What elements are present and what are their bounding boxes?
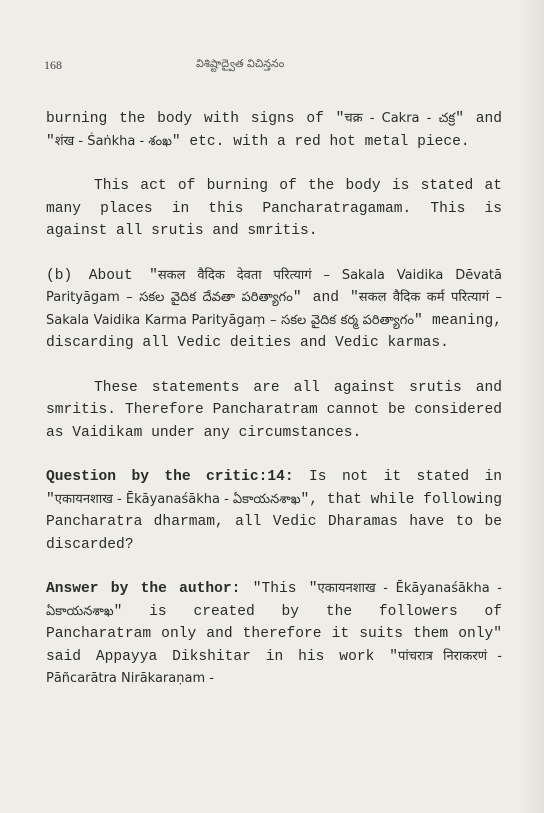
running-head: విశిష్టాద్వైత విచిన్తనం bbox=[196, 57, 285, 70]
text-segment: (b) About " bbox=[46, 267, 158, 284]
text-segment: " is created by the followers of Pancharatram only and therefore it suits them only" said Appayya Dikshitar in his work " bbox=[46, 603, 502, 665]
text-segment: Is not it stated in " bbox=[46, 469, 503, 508]
text-segment: " and " bbox=[46, 111, 502, 150]
question-label: Question by the critic:14: bbox=[46, 469, 294, 485]
paragraph-2 bbox=[46, 175, 502, 243]
text-segment: These statements are all against srutis and smritis. Therefore Pancharatram cannot be considered as Vaidikam under any circumstances. bbox=[46, 379, 502, 441]
term-pancaratra-nirakaranam: पांचरात्र निराकरणं - Pāñcarātra Nirākaraṇam - bbox=[46, 648, 502, 686]
question-paragraph bbox=[46, 466, 502, 556]
text-segment: This act of burning of the body is stated at many places in this Pancharatragamam. This is against all srutis and smritis. bbox=[46, 178, 502, 239]
term-sakala-vaidika-karma: सकल वैदिक कर्म परित्यागं – Sakala Vaidika Karma Parityāgaṃ – సకల వైదిక కర్మ పరిత్యాగం bbox=[46, 290, 503, 328]
text-segment: " meaning, discarding all Vedic deities and Vedic karmas. bbox=[46, 312, 503, 351]
term-cakra: चक्र - Cakra - చక్ర bbox=[344, 111, 456, 126]
paragraph-4 bbox=[46, 377, 502, 445]
page-edge-shadow bbox=[518, 0, 544, 813]
answer-paragraph bbox=[46, 578, 502, 691]
page-number: 168 bbox=[44, 58, 62, 72]
text-segment: " etc. with a red hot metal piece. bbox=[171, 133, 470, 150]
term-sankha: शंख - Śaṅkha - శంఖ bbox=[54, 133, 172, 149]
paragraph-3 bbox=[46, 265, 502, 355]
term-ekayanasakha: एकायनशाख - Ēkāyanaśākha - ఏకాయనశాఖ bbox=[46, 581, 502, 619]
text-segment: ", that while following Pancharatra dharmam, all Vedic Dharamas have to be discarded? bbox=[46, 491, 503, 553]
page-body bbox=[46, 108, 502, 691]
paragraph-1 bbox=[46, 108, 502, 153]
text-segment: burning the body with signs of " bbox=[46, 111, 345, 127]
term-sakala-vaidika-devata: सकल वैदिक देवता परित्यागं – Sakala Vaidika Dēvatā Parityāgam – సకల వైదిక దేవతా పరిత్యాగం bbox=[46, 267, 502, 305]
term-ekayanasakha: एकायनशाख - Ēkāyanaśākha - ఏకాయనశాఖ bbox=[54, 491, 301, 507]
text-segment: "This " bbox=[240, 581, 318, 597]
page-header bbox=[0, 58, 544, 78]
text-segment: " and " bbox=[292, 290, 359, 306]
answer-label: Answer by the author: bbox=[46, 581, 241, 597]
